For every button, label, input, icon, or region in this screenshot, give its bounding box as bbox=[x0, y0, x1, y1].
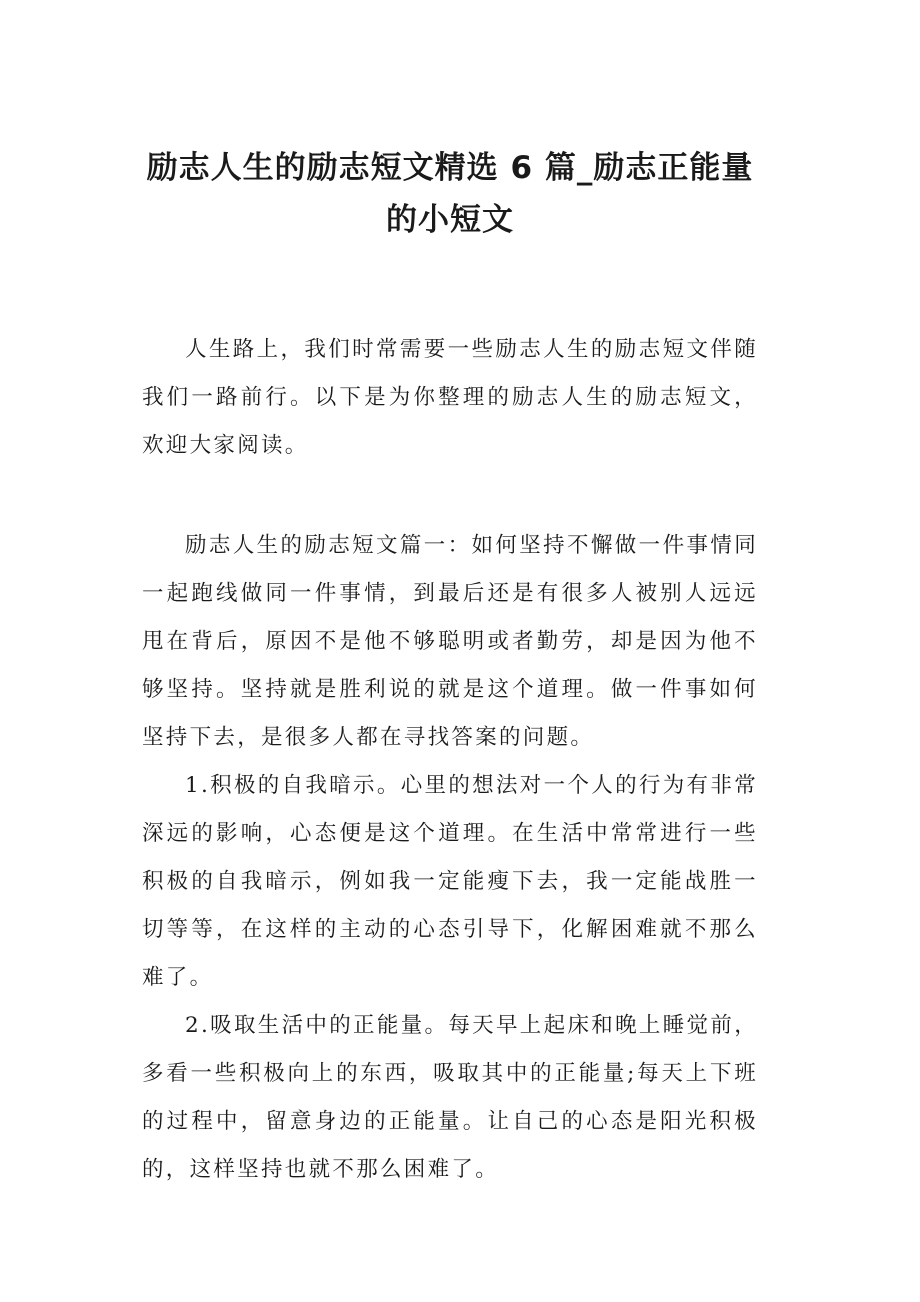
tip-one-paragraph: 1.积极的自我暗示。心里的想法对一个人的行为有非常深远的影响，心态便是这个道理。在生活中常常进行一些积极的自我暗示，例如我一定能瘦下去，我一定能战胜一切等等，在这样的主动的心态引导下，化解困难就不那么难了。 bbox=[142, 773, 758, 990]
document-title bbox=[142, 142, 758, 246]
title-line-1: 励志人生的励志短文精选 6 篇_励志正能量 bbox=[146, 150, 754, 186]
intro-paragraph: 人生路上，我们时常需要一些励志人生的励志短文伴随我们一路前行。以下是为你整理的励志人生的励志短文，欢迎大家阅读。 bbox=[142, 337, 758, 458]
tip-two-paragraph: 2.吸取生活中的正能量。每天早上起床和晚上睡觉前，多看一些积极向上的东西，吸取其中的正能量;每天上下班的过程中，留意身边的正能量。让自己的心态是阳光积极的，这样坚持也就不那么困难了。 bbox=[142, 1013, 758, 1182]
title-line-2: 的小短文 bbox=[386, 202, 514, 238]
section-one-paragraph: 励志人生的励志短文篇一：如何坚持不懈做一件事情同一起跑线做同一件事情，到最后还是有很多人被别人远远甩在背后，原因不是他不够聪明或者勤劳，却是因为他不够坚持。坚持就是胜利说的就是这个道理。做一件事如何坚持下去，是很多人都在寻找答案的问题。 bbox=[142, 533, 758, 750]
